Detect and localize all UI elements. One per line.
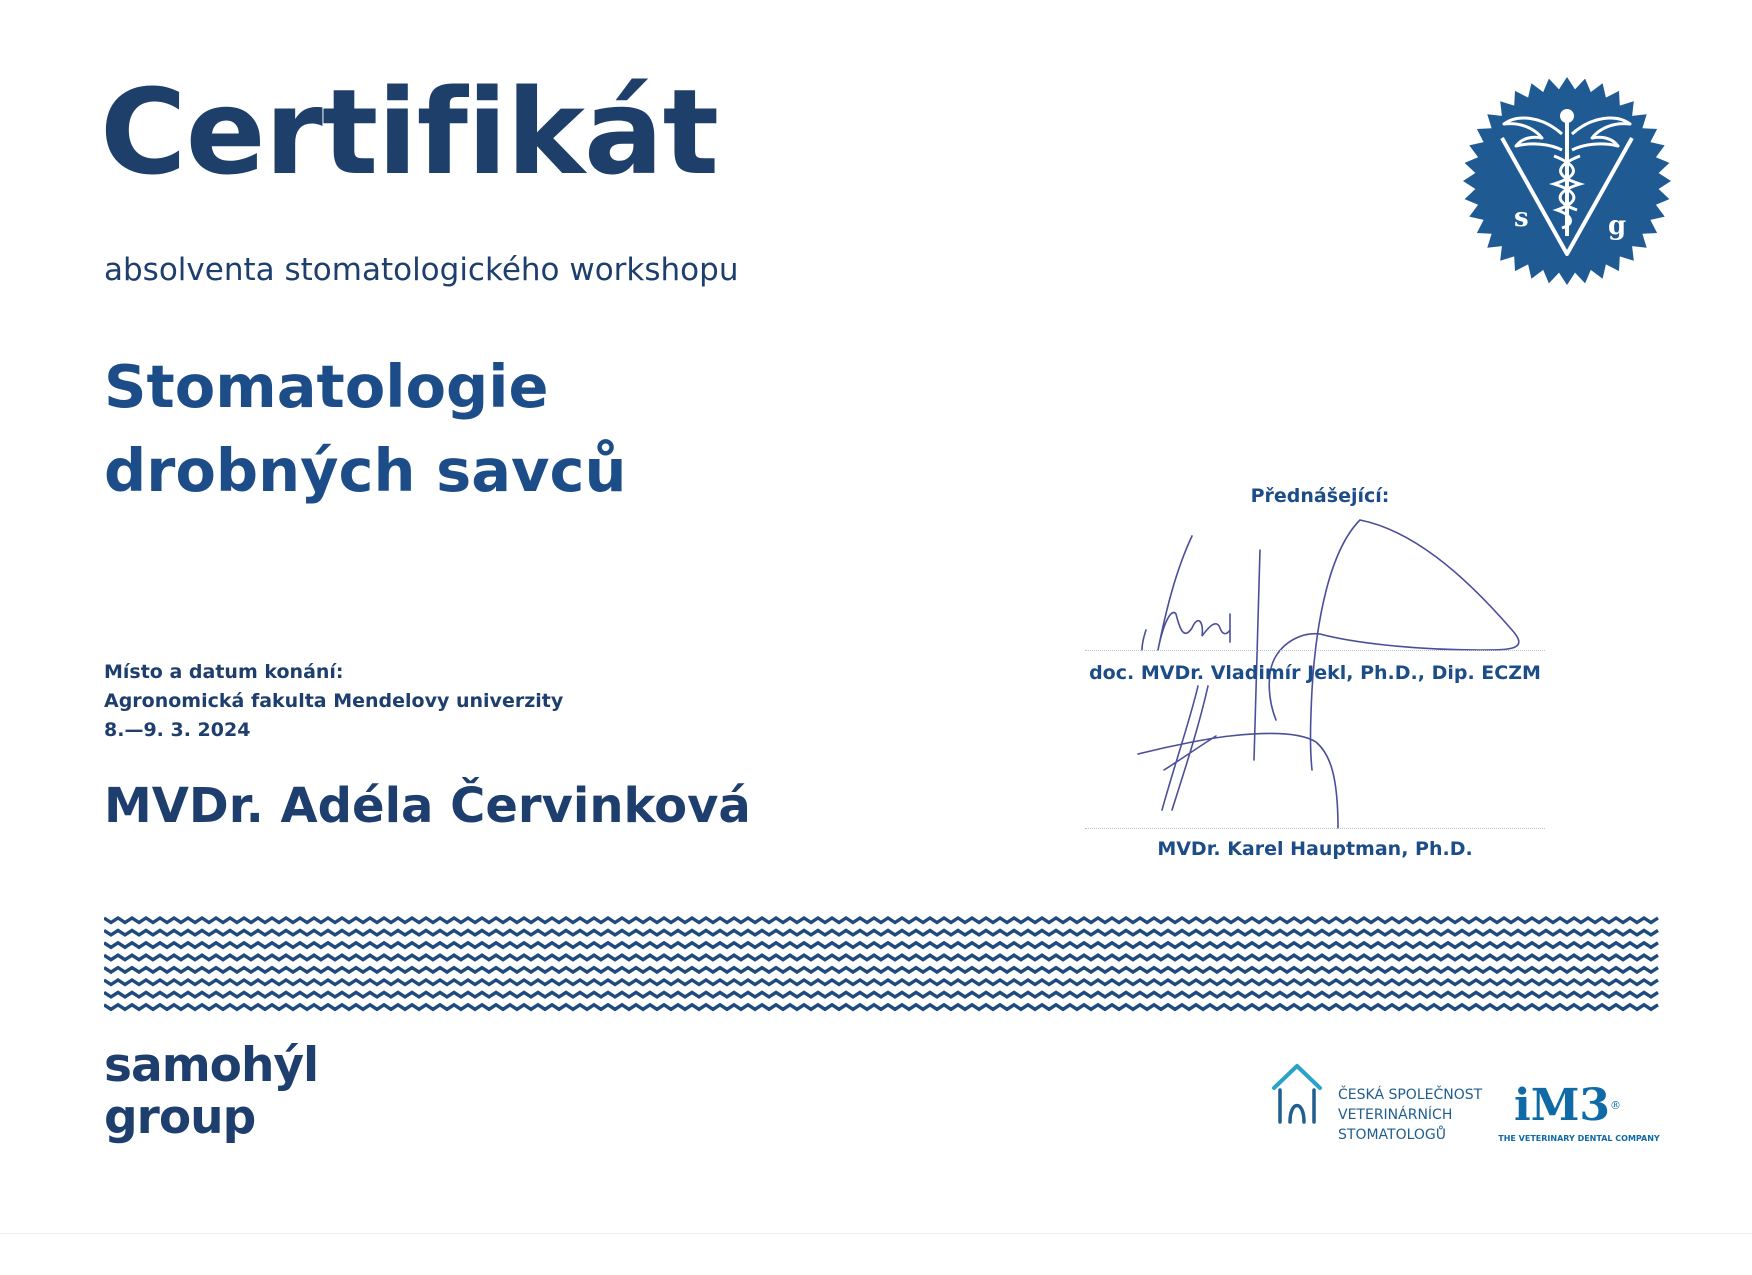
participant-name: MVDr. Adéla Červinková	[104, 778, 751, 834]
seal-letter-g: g	[1608, 211, 1627, 241]
page-edge-rule	[0, 1233, 1752, 1234]
decorative-zigzag-band	[104, 910, 1660, 1014]
cssv-line-3: STOMATOLOGŮ	[1338, 1127, 1447, 1143]
certificate-title: Certifikát	[100, 63, 718, 201]
lecturer-name-2: MVDr. Karel Hauptman, Ph.D.	[1157, 838, 1473, 860]
samohyl-group-logo	[104, 1040, 318, 1144]
zigzag-row	[104, 943, 1658, 948]
zigzag-row	[104, 930, 1658, 935]
zigzag-row	[104, 992, 1658, 997]
zigzag-row	[104, 955, 1658, 960]
zigzag-row	[104, 1005, 1658, 1010]
venue-date: 8.—9. 3. 2024	[104, 719, 251, 741]
signature-1	[1142, 520, 1519, 770]
lecturer-name-1: doc. MVDr. Vladimír Jekl, Ph.D., Dip. ECZM	[1089, 662, 1541, 684]
seal-logo	[1462, 76, 1672, 286]
signature-line-2	[1085, 828, 1545, 829]
venue-label: Místo a datum konání:	[104, 661, 344, 683]
im3-logo	[1514, 1080, 1622, 1131]
samohyl-logo-line-1: samohýl	[104, 1038, 319, 1093]
cssv-line-2: VETERINÁRNÍCH	[1338, 1107, 1453, 1123]
zigzag-row	[104, 980, 1658, 985]
certificate-subtitle: absolventa stomatologického workshopu	[104, 252, 739, 288]
im3-tagline: THE VETERINARY DENTAL COMPANY	[1498, 1134, 1660, 1143]
course-title	[104, 345, 626, 513]
venue-place: Agronomická fakulta Mendelovy univerzity	[104, 690, 564, 712]
zigzag-row	[104, 918, 1658, 923]
cssv-line-1: ČESKÁ SPOLEČNOST	[1338, 1087, 1483, 1103]
registered-mark: ®	[1610, 1099, 1622, 1112]
samohyl-logo-line-2: group	[104, 1090, 256, 1145]
venue-block	[104, 658, 563, 745]
signature-2	[1138, 686, 1338, 828]
tooth-house-icon	[1268, 1060, 1326, 1130]
signature-line-1	[1085, 650, 1545, 651]
seal-letter-s: s	[1514, 203, 1529, 233]
lecturers-label: Přednášející:	[1250, 485, 1390, 507]
im3-logo-mark: iM3	[1514, 1080, 1611, 1131]
course-title-line-2: drobných savců	[104, 436, 627, 505]
zigzag-row	[104, 968, 1658, 973]
course-title-line-1: Stomatologie	[104, 352, 549, 421]
cssv-logo-text	[1338, 1085, 1482, 1145]
